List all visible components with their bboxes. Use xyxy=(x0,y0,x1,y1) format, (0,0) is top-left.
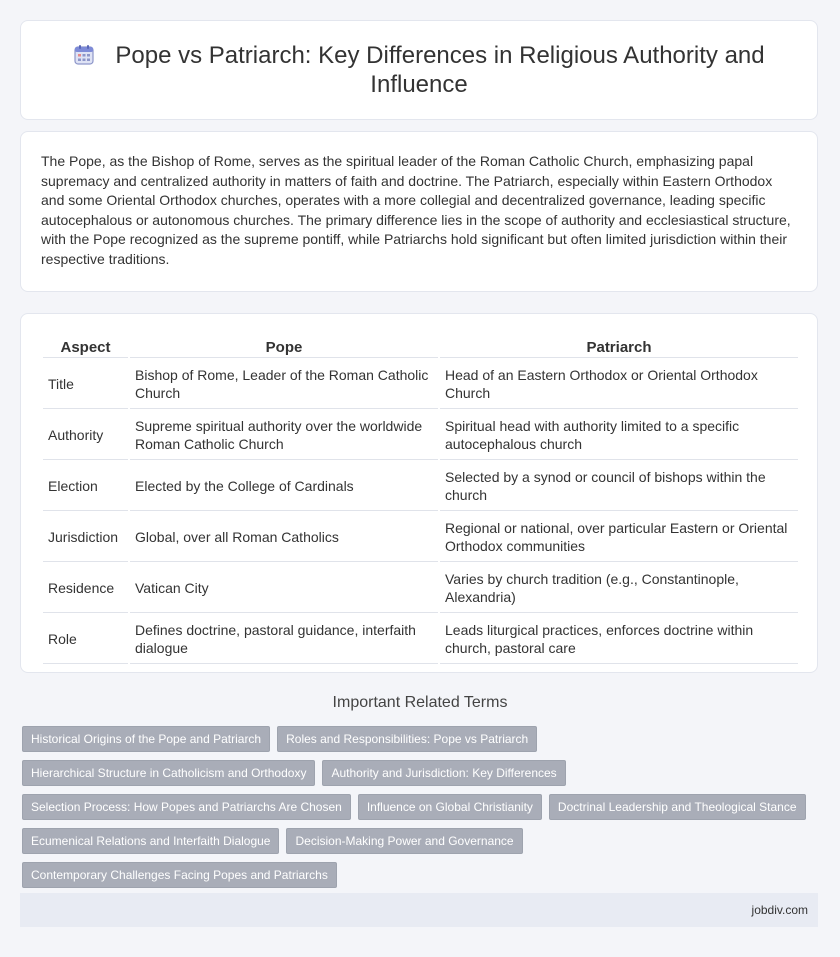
header-patriarch: Patriarch xyxy=(440,336,798,358)
title-card xyxy=(20,20,818,120)
related-term-tag[interactable]: Roles and Responsibilities: Pope vs Patriarch xyxy=(277,726,537,752)
cell-pope: Defines doctrine, pastoral guidance, interfaith dialogue xyxy=(130,615,438,664)
related-term-tag[interactable]: Ecumenical Relations and Interfaith Dialogue xyxy=(22,828,279,854)
footer xyxy=(20,893,818,927)
cell-pope: Supreme spiritual authority over the worldwide Roman Catholic Church xyxy=(130,411,438,460)
intro-text: The Pope, as the Bishop of Rome, serves as the spiritual leader of the Roman Catholic Church, emphasizing papal supremacy and centralized authority in matters of faith and doctrine. The Patriarch, especially within Eastern Orthodox and some Oriental Orthodox churches, operates with a more collegial and decentralized governance, leading specific autocephalous or autonomous churches. The primary difference lies in the scope of authority and ecclesiastical structure, with the Pope recognized as the supreme pontiff, while Patriarchs hold significant but often limited jurisdiction within their respective traditions. xyxy=(41,153,791,267)
cell-patriarch: Regional or national, over particular Eastern or Oriental Orthodox communities xyxy=(440,513,798,562)
related-term-tag[interactable]: Hierarchical Structure in Catholicism and Orthodoxy xyxy=(22,760,315,786)
cell-pope: Vatican City xyxy=(130,564,438,613)
related-term-tag[interactable]: Authority and Jurisdiction: Key Differences xyxy=(322,760,565,786)
cell-aspect: Role xyxy=(43,615,128,664)
comparison-table xyxy=(41,334,800,666)
cell-aspect: Title xyxy=(43,360,128,409)
table-row xyxy=(43,615,798,664)
cell-patriarch: Head of an Eastern Orthodox or Oriental Orthodox Church xyxy=(440,360,798,409)
related-term-tag[interactable]: Influence on Global Christianity xyxy=(358,794,542,820)
table-row xyxy=(43,564,798,613)
header-aspect: Aspect xyxy=(43,336,128,358)
cell-aspect: Residence xyxy=(43,564,128,613)
related-term-tag[interactable]: Historical Origins of the Pope and Patriarch xyxy=(22,726,270,752)
cell-pope: Elected by the College of Cardinals xyxy=(130,462,438,511)
page-title-wrap xyxy=(59,41,779,99)
table-row xyxy=(43,462,798,511)
related-term-tag[interactable]: Contemporary Challenges Facing Popes and Patriarchs xyxy=(22,862,337,888)
cell-aspect: Authority xyxy=(43,411,128,460)
calendar-icon xyxy=(73,44,95,66)
cell-pope: Bishop of Rome, Leader of the Roman Catholic Church xyxy=(130,360,438,409)
cell-patriarch: Varies by church tradition (e.g., Constantinople, Alexandria) xyxy=(440,564,798,613)
header-pope: Pope xyxy=(130,336,438,358)
related-terms-list xyxy=(22,726,812,888)
table-row xyxy=(43,360,798,409)
related-terms-title: Important Related Terms xyxy=(332,694,508,711)
table-row xyxy=(43,411,798,460)
related-term-tag[interactable]: Selection Process: How Popes and Patriarchs Are Chosen xyxy=(22,794,351,820)
footer-site-link[interactable]: jobdiv.com xyxy=(751,903,808,917)
related-term-tag[interactable]: Doctrinal Leadership and Theological Stance xyxy=(549,794,806,820)
page-title: Pope vs Patriarch: Key Differences in Religious Authority and Influence xyxy=(115,42,765,98)
cell-patriarch: Selected by a synod or council of bishops within the church xyxy=(440,462,798,511)
cell-patriarch: Leads liturgical practices, enforces doctrine within church, pastoral care xyxy=(440,615,798,664)
related-term-tag[interactable]: Decision-Making Power and Governance xyxy=(286,828,522,854)
cell-aspect: Election xyxy=(43,462,128,511)
intro-card xyxy=(20,131,818,292)
table-row xyxy=(43,513,798,562)
cell-patriarch: Spiritual head with authority limited to a specific autocephalous church xyxy=(440,411,798,460)
comparison-card xyxy=(20,313,818,673)
table-header-row xyxy=(43,336,798,358)
cell-aspect: Jurisdiction xyxy=(43,513,128,562)
cell-pope: Global, over all Roman Catholics xyxy=(130,513,438,562)
